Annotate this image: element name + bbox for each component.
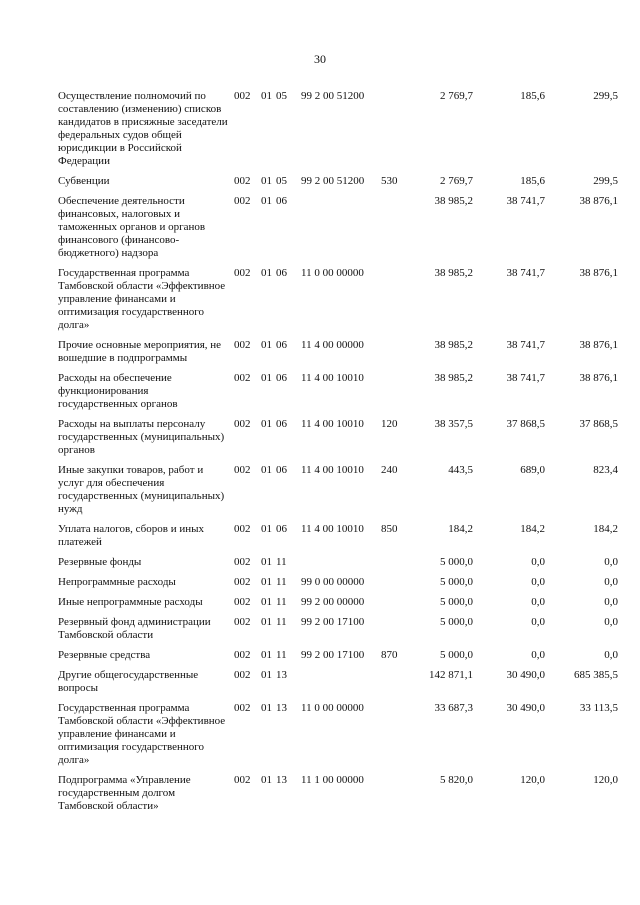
row-expense-kind: 530 bbox=[381, 175, 398, 187]
row-value-year-1: 5 820,0 bbox=[440, 774, 473, 786]
row-value-year-2: 38 741,7 bbox=[506, 195, 545, 207]
row-section-code: 11 bbox=[276, 576, 287, 588]
row-value-year-3: 38 876,1 bbox=[579, 339, 618, 351]
table-row bbox=[58, 596, 618, 609]
row-subsection-code: 01 bbox=[261, 774, 272, 786]
row-ministry-code: 002 bbox=[234, 339, 251, 351]
row-value-year-3: 0,0 bbox=[604, 576, 618, 588]
row-value-year-1: 38 985,2 bbox=[434, 195, 473, 207]
row-value-year-2: 0,0 bbox=[531, 596, 545, 608]
row-ministry-code: 002 bbox=[234, 195, 251, 207]
row-section-code: 06 bbox=[276, 267, 287, 279]
row-value-year-2: 0,0 bbox=[531, 649, 545, 661]
row-name: Непрограммные расходы bbox=[58, 576, 176, 588]
row-value-year-2: 38 741,7 bbox=[506, 339, 545, 351]
row-value-year-3: 823,4 bbox=[593, 464, 618, 476]
row-section-code: 06 bbox=[276, 418, 287, 430]
row-subsection-code: 01 bbox=[261, 195, 272, 207]
row-target-article: 11 0 00 00000 bbox=[301, 267, 364, 279]
row-expense-kind: 870 bbox=[381, 649, 398, 661]
row-value-year-1: 38 985,2 bbox=[434, 267, 473, 279]
row-name: Осуществление полномочий по составлению (изменению) списков кандидатов в присяжные заседатели федеральных судов общей юрисдикции в Российской Федерации bbox=[58, 90, 228, 167]
row-value-year-1: 38 985,2 bbox=[434, 372, 473, 384]
table-row bbox=[58, 616, 618, 642]
row-value-year-2: 689,0 bbox=[520, 464, 545, 476]
row-value-year-1: 38 357,5 bbox=[434, 418, 473, 430]
row-value-year-3: 299,5 bbox=[593, 175, 618, 187]
row-subsection-code: 01 bbox=[261, 616, 272, 628]
row-target-article: 11 4 00 10010 bbox=[301, 464, 364, 476]
table-row bbox=[58, 267, 618, 332]
row-subsection-code: 01 bbox=[261, 669, 272, 681]
row-ministry-code: 002 bbox=[234, 669, 251, 681]
row-target-article: 99 2 00 17100 bbox=[301, 649, 365, 661]
table-row bbox=[58, 339, 618, 365]
row-section-code: 05 bbox=[276, 90, 287, 102]
row-value-year-3: 0,0 bbox=[604, 596, 618, 608]
row-value-year-2: 38 741,7 bbox=[506, 372, 545, 384]
row-value-year-2: 120,0 bbox=[520, 774, 545, 786]
table-row bbox=[58, 649, 618, 662]
row-section-code: 06 bbox=[276, 523, 287, 535]
row-section-code: 11 bbox=[276, 556, 287, 568]
row-target-article: 11 4 00 10010 bbox=[301, 372, 364, 384]
row-subsection-code: 01 bbox=[261, 464, 272, 476]
row-subsection-code: 01 bbox=[261, 576, 272, 588]
row-value-year-1: 184,2 bbox=[448, 523, 473, 535]
row-value-year-1: 33 687,3 bbox=[434, 702, 473, 714]
row-target-article: 99 0 00 00000 bbox=[301, 576, 365, 588]
row-ministry-code: 002 bbox=[234, 649, 251, 661]
row-name: Расходы на выплаты персоналу государственных (муниципальных) органов bbox=[58, 418, 225, 456]
row-section-code: 06 bbox=[276, 195, 287, 207]
table-row bbox=[58, 702, 618, 767]
row-subsection-code: 01 bbox=[261, 90, 272, 102]
row-target-article: 99 2 00 17100 bbox=[301, 616, 365, 628]
row-ministry-code: 002 bbox=[234, 372, 251, 384]
row-ministry-code: 002 bbox=[234, 175, 251, 187]
row-section-code: 06 bbox=[276, 372, 287, 384]
row-subsection-code: 01 bbox=[261, 596, 272, 608]
row-value-year-1: 5 000,0 bbox=[440, 616, 473, 628]
row-subsection-code: 01 bbox=[261, 649, 272, 661]
row-section-code: 13 bbox=[276, 669, 287, 681]
table-row bbox=[58, 372, 618, 411]
row-value-year-1: 5 000,0 bbox=[440, 576, 473, 588]
row-name: Уплата налогов, сборов и иных платежей bbox=[58, 523, 205, 548]
row-ministry-code: 002 bbox=[234, 267, 251, 279]
row-value-year-3: 38 876,1 bbox=[579, 267, 618, 279]
table-row bbox=[58, 464, 618, 516]
row-name: Иные непрограммные расходы bbox=[58, 596, 203, 608]
row-ministry-code: 002 bbox=[234, 464, 251, 476]
row-value-year-2: 37 868,5 bbox=[506, 418, 545, 430]
row-value-year-2: 30 490,0 bbox=[506, 702, 545, 714]
row-value-year-1: 142 871,1 bbox=[429, 669, 473, 681]
row-subsection-code: 01 bbox=[261, 372, 272, 384]
row-section-code: 11 bbox=[276, 596, 287, 608]
row-value-year-2: 30 490,0 bbox=[506, 669, 545, 681]
row-target-article: 11 4 00 10010 bbox=[301, 418, 364, 430]
row-value-year-3: 184,2 bbox=[593, 523, 618, 535]
row-section-code: 05 bbox=[276, 175, 287, 187]
row-subsection-code: 01 bbox=[261, 339, 272, 351]
row-value-year-3: 299,5 bbox=[593, 90, 618, 102]
row-ministry-code: 002 bbox=[234, 774, 251, 786]
row-name: Государственная программа Тамбовской области «Эффективное управление финансами и оптимизация государственного долга» bbox=[58, 267, 226, 331]
row-subsection-code: 01 bbox=[261, 702, 272, 714]
row-subsection-code: 01 bbox=[261, 267, 272, 279]
row-ministry-code: 002 bbox=[234, 523, 251, 535]
budget-table bbox=[58, 90, 618, 820]
row-value-year-1: 443,5 bbox=[448, 464, 473, 476]
row-name: Другие общегосударственные вопросы bbox=[58, 669, 199, 694]
row-section-code: 11 bbox=[276, 649, 287, 661]
row-value-year-1: 38 985,2 bbox=[434, 339, 473, 351]
page-number: 30 bbox=[314, 52, 326, 66]
row-expense-kind: 850 bbox=[381, 523, 398, 535]
row-value-year-3: 0,0 bbox=[604, 649, 618, 661]
row-subsection-code: 01 bbox=[261, 418, 272, 430]
row-value-year-1: 5 000,0 bbox=[440, 556, 473, 568]
row-value-year-2: 184,2 bbox=[520, 523, 545, 535]
row-value-year-2: 185,6 bbox=[520, 90, 545, 102]
row-value-year-2: 0,0 bbox=[531, 616, 545, 628]
table-row bbox=[58, 523, 618, 549]
table-row bbox=[58, 195, 618, 260]
row-subsection-code: 01 bbox=[261, 523, 272, 535]
row-section-code: 06 bbox=[276, 464, 287, 476]
row-value-year-3: 38 876,1 bbox=[579, 372, 618, 384]
table-row bbox=[58, 576, 618, 589]
row-name: Обеспечение деятельности финансовых, налоговых и таможенных органов и органов финансового (финансово-бюджетного) надзора bbox=[58, 195, 206, 259]
row-ministry-code: 002 bbox=[234, 556, 251, 568]
row-expense-kind: 120 bbox=[381, 418, 398, 430]
row-target-article: 11 1 00 00000 bbox=[301, 774, 364, 786]
row-subsection-code: 01 bbox=[261, 556, 272, 568]
row-value-year-2: 0,0 bbox=[531, 576, 545, 588]
row-section-code: 11 bbox=[276, 616, 287, 628]
row-section-code: 13 bbox=[276, 774, 287, 786]
row-ministry-code: 002 bbox=[234, 90, 251, 102]
row-ministry-code: 002 bbox=[234, 616, 251, 628]
row-value-year-3: 33 113,5 bbox=[579, 702, 618, 714]
row-value-year-1: 2 769,7 bbox=[440, 175, 473, 187]
row-value-year-3: 37 868,5 bbox=[579, 418, 618, 430]
row-target-article: 99 2 00 51200 bbox=[301, 90, 365, 102]
table-row bbox=[58, 418, 618, 457]
table-row bbox=[58, 90, 618, 168]
row-value-year-3: 0,0 bbox=[604, 616, 618, 628]
row-value-year-1: 5 000,0 bbox=[440, 596, 473, 608]
row-value-year-2: 185,6 bbox=[520, 175, 545, 187]
row-section-code: 06 bbox=[276, 339, 287, 351]
row-target-article: 11 4 00 10010 bbox=[301, 523, 364, 535]
row-value-year-3: 120,0 bbox=[593, 774, 618, 786]
row-value-year-1: 2 769,7 bbox=[440, 90, 473, 102]
table-row bbox=[58, 774, 618, 813]
table-row bbox=[58, 556, 618, 569]
row-value-year-3: 0,0 bbox=[604, 556, 618, 568]
row-ministry-code: 002 bbox=[234, 418, 251, 430]
row-target-article: 99 2 00 00000 bbox=[301, 596, 365, 608]
row-name: Резервные средства bbox=[58, 649, 151, 661]
row-name: Расходы на обеспечение функционирования государственных органов bbox=[58, 372, 178, 410]
row-name: Резервные фонды bbox=[58, 556, 142, 568]
row-ministry-code: 002 bbox=[234, 596, 251, 608]
row-name: Государственная программа Тамбовской области «Эффективное управление финансами и оптимизация государственного долга» bbox=[58, 702, 226, 766]
row-name: Субвенции bbox=[58, 175, 110, 187]
row-expense-kind: 240 bbox=[381, 464, 398, 476]
row-value-year-3: 38 876,1 bbox=[579, 195, 618, 207]
row-name: Иные закупки товаров, работ и услуг для обеспечения государственных (муниципальных) нужд bbox=[58, 464, 225, 515]
row-name: Подпрограмма «Управление государственным долгом Тамбовской области» bbox=[58, 774, 191, 812]
table-row bbox=[58, 175, 618, 188]
row-value-year-2: 38 741,7 bbox=[506, 267, 545, 279]
table-row bbox=[58, 669, 618, 695]
row-value-year-1: 5 000,0 bbox=[440, 649, 473, 661]
row-ministry-code: 002 bbox=[234, 702, 251, 714]
row-subsection-code: 01 bbox=[261, 175, 272, 187]
row-section-code: 13 bbox=[276, 702, 287, 714]
row-target-article: 99 2 00 51200 bbox=[301, 175, 365, 187]
row-value-year-2: 0,0 bbox=[531, 556, 545, 568]
row-target-article: 11 4 00 00000 bbox=[301, 339, 364, 351]
row-name: Прочие основные мероприятия, не вошедшие в подпрограммы bbox=[58, 339, 222, 364]
row-value-year-3: 685 385,5 bbox=[574, 669, 618, 681]
row-ministry-code: 002 bbox=[234, 576, 251, 588]
row-target-article: 11 0 00 00000 bbox=[301, 702, 364, 714]
row-name: Резервный фонд администрации Тамбовской области bbox=[58, 616, 211, 641]
